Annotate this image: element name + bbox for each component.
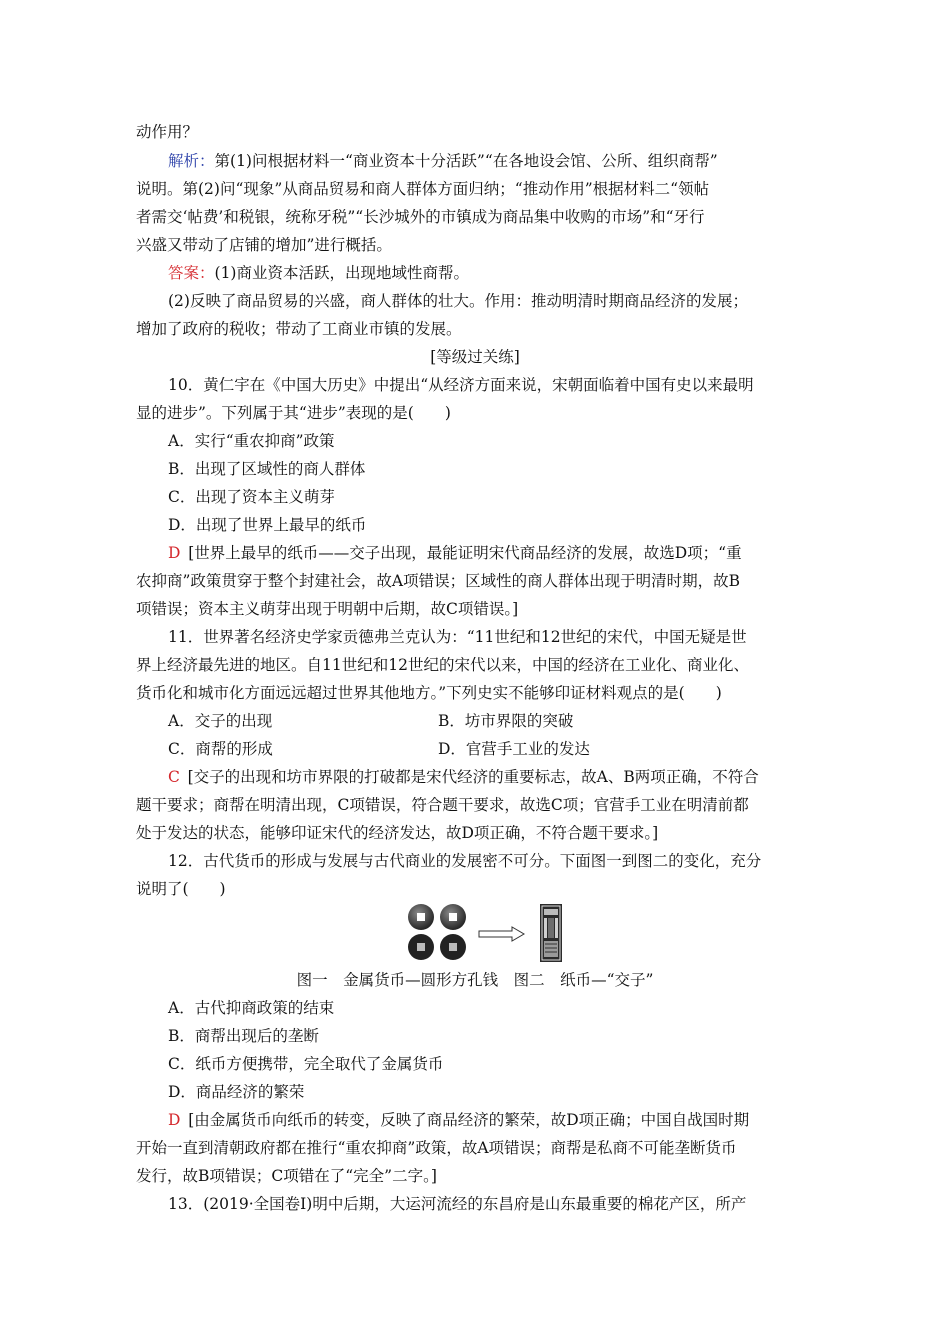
option-c: C．出现了资本主义萌芽 <box>168 488 335 506</box>
option-b: B．坊市界限的突破 <box>438 712 574 730</box>
coins-icon <box>406 902 470 962</box>
text-line: (2)反映了商品贸易的兴盛，商人群体的壮大。作用：推动明清时期商品经济的发展； <box>168 292 748 310</box>
text-line: 增加了政府的税收；带动了工商业市镇的发展。 <box>136 320 462 338</box>
paper-note-icon <box>540 904 562 962</box>
figure-caption: 图一 金属货币—圆形方孔钱 图二 纸币—“交子” <box>296 971 654 989</box>
option-c: C．商帮的形成 <box>168 740 273 758</box>
question-11: 11．世界著名经济史学家贡德弗兰克认为：“11世纪和12世纪的宋代，中国无疑是世 <box>168 628 747 646</box>
option-d: D．出现了世界上最早的纸币 <box>168 516 367 534</box>
arrow-icon <box>478 926 526 942</box>
text-line: 处于发达的状态，能够印证宋代的经济发达，故D项正确，不符合题干要求。] <box>136 824 659 842</box>
text-line: 项错误；资本主义萌芽出现于明朝中后期，故C项错误。] <box>136 600 519 618</box>
answer-key: C <box>168 768 180 786</box>
section-heading: [等级过关练] <box>430 348 520 366</box>
analysis-line: 解析：第(1)问根据材料一“商业资本十分活跃”“在各地设会馆、公所、组织商帮” <box>168 152 718 170</box>
text-line: 兴盛又带动了店铺的增加”进行概括。 <box>136 236 392 254</box>
answer-11: C [交子的出现和坊市界限的打破都是宋代经济的重要标志，故A、B两项正确，不符合 <box>168 768 759 786</box>
answer-key: D <box>168 1111 181 1129</box>
option-d: D．商品经济的繁荣 <box>168 1083 305 1101</box>
text-line: 题干要求；商帮在明清出现，C项错误，符合题干要求，故选C项；官营手工业在明清前都 <box>136 796 749 814</box>
question-10: 10．黄仁宇在《中国大历史》中提出“从经济方面来说，宋朝面临着中国有史以来最明 <box>168 376 754 394</box>
option-b: B．商帮出现后的垄断 <box>168 1027 319 1045</box>
text-line: 发行，故B项错误；C项错在了“完全”二字。] <box>136 1167 437 1185</box>
options-row <box>168 711 768 731</box>
answer-label: 答案： <box>168 264 215 282</box>
option-d: D．官营手工业的发达 <box>438 740 590 758</box>
option-a: A．古代抑商政策的结束 <box>168 999 335 1017</box>
text-line: 开始一直到清朝政府都在推行“重农抑商”政策，故A项错误；商帮是私商不可能垄断货币 <box>136 1139 737 1157</box>
option-a: A．交子的出现 <box>168 712 273 730</box>
text-line: 显的进步”。下列属于其“进步”表现的是( ) <box>136 404 451 422</box>
text-line: 农抑商”政策贯穿于整个封建社会，故A项错误；区域性的商人群体出现于明清时期，故B <box>136 572 741 590</box>
option-b: B．出现了区域性的商人群体 <box>168 460 366 478</box>
question-13: 13．(2019·全国卷Ⅰ)明中后期，大运河流经的东昌府是山东最重要的棉花产区，所产 <box>168 1195 747 1213</box>
text-line: 说明。第(2)问“现象”从商品贸易和商人群体方面归纳；“推动作用”根据材料二“领帖 <box>136 180 710 198</box>
question-12: 12．古代货币的形成与发展与古代商业的发展密不可分。下面图一到图二的变化，充分 <box>168 852 762 870</box>
text-line: 界上经济最先进的地区。自11世纪和12世纪的宋代以来，中国的经济在工业化、商业化、 <box>136 656 749 674</box>
option-a: A．实行“重农抑商”政策 <box>168 432 335 450</box>
answer-line: 答案：(1)商业资本活跃，出现地域性商帮。 <box>168 264 469 282</box>
text-line: 货币化和城市化方面远远超过世界其他地方。”下列史实不能够印证材料观点的是( ) <box>136 684 722 702</box>
answer-10: D [世界上最早的纸币——交子出现，最能证明宋代商品经济的发展，故选D项；“重 <box>168 544 742 562</box>
text-line: 说明了( ) <box>136 880 226 898</box>
text-line: 动作用？ <box>136 123 199 141</box>
analysis-label: 解析： <box>168 152 215 170</box>
answer-12: D [由金属货币向纸币的转变，反映了商品经济的繁荣，故D项正确；中国自战国时期 <box>168 1111 750 1129</box>
options-row <box>168 739 768 759</box>
option-c: C．纸币方便携带，完全取代了金属货币 <box>168 1055 444 1073</box>
answer-key: D <box>168 544 181 562</box>
text-line: 者需交‘帖费’和税银，统称牙税”“长沙城外的市镇成为商品集中收购的市场”和“牙行 <box>136 208 705 226</box>
